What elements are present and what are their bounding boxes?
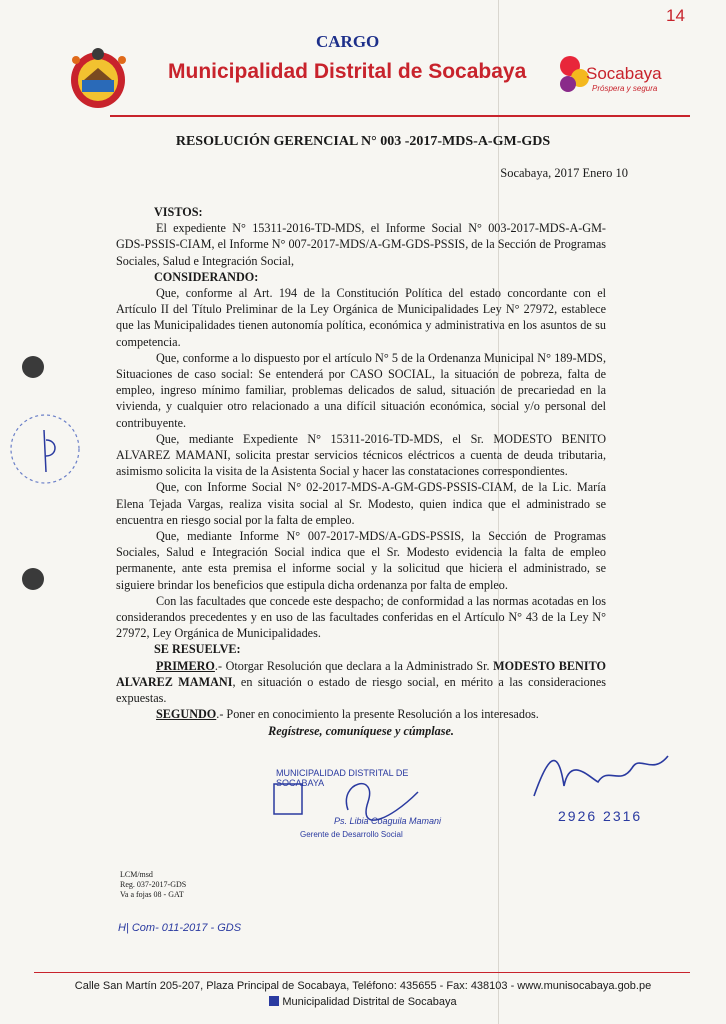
considerando-paragraph-6: Con las facultades que concede este despacho; de conformidad a las normas acotadas en los considerandos precedentes y en uso de las facultades conferidas en el Artículo N° 43 de la Ley N° 27972, Ley Orgánica de Municipalidades.: [116, 593, 606, 641]
municipal-mini-icon: [269, 996, 279, 1006]
footer-organization: [0, 996, 726, 1008]
handwritten-signature: [528, 746, 678, 836]
article-segundo: [116, 706, 606, 722]
considerando-heading: CONSIDERANDO:: [154, 269, 259, 284]
ref-line: LCM/msd: [120, 870, 153, 879]
brand-name: Socabaya: [586, 64, 662, 83]
article-primero: [116, 658, 606, 707]
considerando-paragraph-5: Que, mediante Informe N° 007-2017-MDS/A-GDS-PSSIS, la Sección de Programas Sociales, Salud e Integración Social indica que el Sr. Modesto evidencia la falta de empleo permanente, ante esta premisa el informe social y la solicitud que hiciera el administrado, se siguiere brindar los beneficios que estipula dicha ordenanza por falta de empleo.: [116, 529, 606, 592]
municipal-crest-logo: [66, 44, 130, 110]
stamp-signatory-role: Gerente de Desarrollo Social: [300, 830, 403, 839]
resolution-body: [116, 204, 606, 739]
primero-beneficiary: MODESTO BENITO ALVAREZ MAMANI: [116, 658, 606, 689]
municipality-header: Municipalidad Distrital de Socabaya: [168, 60, 527, 83]
ref-line: Va a fojas 08 - GAT: [120, 890, 184, 899]
document-title: RESOLUCIÓN GERENCIAL N° 003 -2017-MDS-A-GM-GDS: [175, 134, 551, 149]
date-line: Socabaya, 2017 Enero 10: [500, 166, 628, 180]
punch-hole: [22, 356, 44, 378]
considerando-paragraph-4: Que, con Informe Social N° 02-2017-MDS-A-GM-GDS-PSSIS-CIAM, de la Lic. María Elena Tejada Vargas, realiza visita social al Sr. Modesto, quien indica que el administrado se encuentra en riesgo social por la falta de empleo.: [116, 480, 606, 527]
footer-address: Calle San Martín 205-207, Plaza Principal de Socabaya, Teléfono: 435655 - Fax: 438103 - www.munisocabaya.gob.pe: [74, 980, 652, 992]
considerando-paragraph-2: Que, conforme a lo dispuesto por el artículo N° 5 de la Ordenanza Municipal N° 189-MDS, Situaciones de caso social: Se entenderá por CASO SOCIAL, la situación de pobreza, falta de empleo, ingreso mínimo familiar, problemas delicados de salud, situación de precariedad en la vivienda, y cualquier otro relacionado a una difícil situación económica, social y/o personal del contribuyente.: [116, 350, 606, 430]
footer-divider: [34, 972, 690, 973]
signature-id-number: 2926 2316: [558, 808, 643, 824]
footer-org-name: Municipalidad Distrital de Socabaya: [282, 996, 457, 1008]
stamp-organization: MUNICIPALIDAD DISTRITAL DE SOCABAYA: [276, 768, 409, 788]
segundo-text: .- Poner en conocimiento la presente Resolución a los interesados.: [216, 707, 539, 722]
reference-codes: [120, 870, 186, 900]
primero-rest: , en situación o estado de riesgo social, en mérito a las consideraciones expuestas.: [116, 674, 606, 706]
considerando-paragraph-1: Que, conforme al Art. 194 de la Constitución Política del estado concordante con el Artículo II del Título Preliminar de la Ley Orgánica de Municipalidades Ley N° 27972, establece que las Municipalidades tienen autonomía política, económica y administrativa en los asuntos de su competencia.: [116, 286, 606, 349]
resuelve-heading: SE RESUELVE:: [154, 642, 241, 657]
primero-label: PRIMERO: [156, 658, 215, 673]
vistos-paragraph: El expediente N° 15311-2016-TD-MDS, el Informe Social N° 003-2017-MDS-A-GM-GDS-PSSIS-CIAM, el Informe N° 007-2017-MDS/A-GM-GDS-PSSIS, de la Sección de Programas Sociales, Salud e Integración Social,: [116, 221, 606, 268]
socabaya-brand-logo: [556, 50, 674, 100]
handwritten-page-number: 14: [666, 6, 685, 25]
vistos-heading: VISTOS:: [154, 205, 203, 219]
primero-text: .- Otorgar Resolución que declara a la Administrado Sr.: [214, 658, 494, 673]
punch-hole: [22, 568, 44, 590]
closing-formula: Regístrese, comuníquese y cúmplase.: [268, 723, 454, 738]
segundo-label: SEGUNDO: [156, 707, 217, 722]
brand-tagline: Próspera y segura: [592, 84, 658, 93]
considerando-paragraph-3: Que, mediante Expediente N° 15311-2016-TD-MDS, el Sr. MODESTO BENITO ALVAREZ MAMANI, solicita prestar servicios técnicos eléctricos a cuenta de deuda tributaria, asimismo solicita la visita de la Asistenta Social y hacer las constataciones correspondientes.: [116, 431, 606, 479]
header-divider: [110, 115, 690, 117]
official-stamp: [268, 762, 458, 846]
stamp-signatory-name: Ps. Libia Coaguila Mamani: [334, 816, 442, 826]
ref-line: Reg. 037-2017-GDS: [120, 880, 187, 889]
side-stamp: [6, 410, 84, 488]
handwritten-note: H| Com- 011-2017 - GDS: [118, 922, 242, 934]
cargo-stamp: CARGO: [316, 32, 380, 51]
